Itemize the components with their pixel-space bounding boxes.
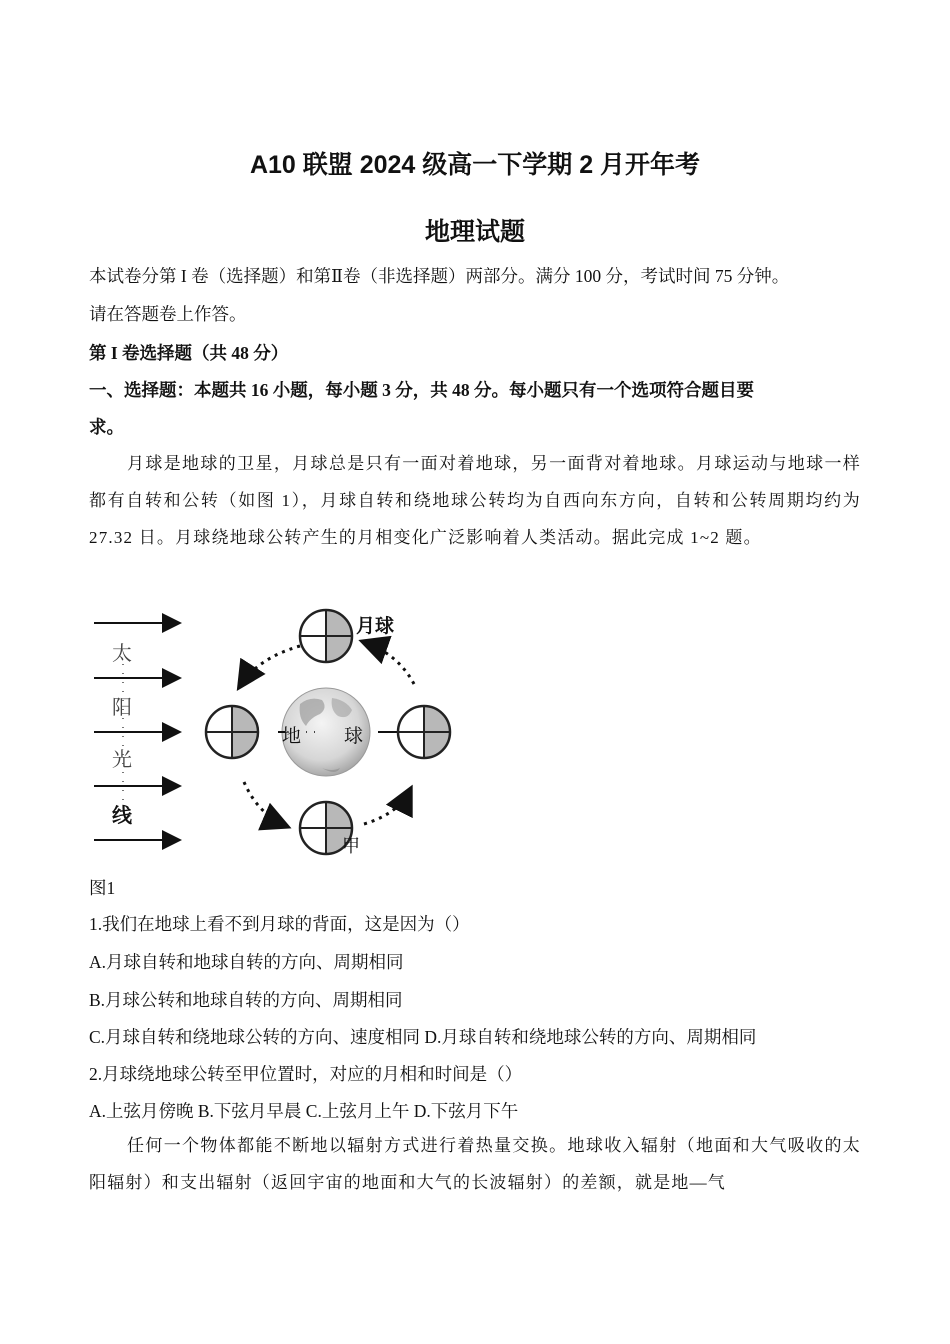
passage-1: 月球是地球的卫星，月球总是只有一面对着地球，另一面背对着地球。月球运动与地球一样都有自转和公转（如图 1），月球自转和绕地球公转均为自西向东方向，自转和公转周期均约为 27.32 日。月球绕地球公转产生的月相变化广泛影响着人类活动。据此完成 1~2 题。	[89, 454, 861, 547]
moon-orbit-diagram	[88, 600, 458, 862]
question-1-stem: 1.我们在地球上看不到月球的背面，这是因为（）	[89, 914, 470, 934]
question-1-option-cd: C.月球自转和绕地球公转的方向、速度相同 D.月球自转和绕地球公转的方向、周期相同	[89, 1027, 757, 1047]
position-label-jia: 甲	[342, 836, 360, 857]
sun-ray-char-2: 阳	[112, 695, 132, 719]
question-1-option-b: B.月球公转和地球自转的方向、周期相同	[89, 990, 403, 1010]
earth-label-left: 地	[282, 725, 302, 747]
question-2-options: A.上弦月傍晚 B.下弦月早晨 C.上弦月上午 D.下弦月下午	[89, 1101, 519, 1121]
sun-ray-char-1: 太	[112, 641, 132, 665]
part-title: 第 I 卷选择题（共 48 分）	[89, 343, 289, 363]
figure-caption: 图1	[89, 878, 116, 898]
moon-left	[206, 706, 258, 758]
earth-label-right: 球	[344, 725, 364, 747]
moon-label: 月球	[356, 615, 395, 637]
question-2-stem: 2.月球绕地球公转至甲位置时，对应的月相和时间是（）	[89, 1064, 523, 1084]
question-1-option-a: A.月球自转和地球自转的方向、周期相同	[89, 952, 404, 972]
figure-moon-orbit	[88, 600, 458, 862]
intro-line-2: 请在答题卷上作答。	[89, 304, 247, 324]
passage-2: 任何一个物体都能不断地以辐射方式进行着热量交换。地球收入辐射（地面和大气吸收的太阳辐射）和支出辐射（返回宇宙的地面和大气的长波辐射）的差额，就是地—气	[89, 1136, 861, 1192]
exam-title: A10 联盟 2024 级高一下学期 2 月开年考	[249, 151, 701, 179]
moon-right	[398, 706, 450, 758]
intro-line-1: 本试卷分第 I 卷（选择题）和第Ⅱ卷（非选择题）两部分。满分 100 分，考试时间 75 分钟。	[89, 266, 790, 286]
subject-title: 地理试题	[424, 218, 525, 246]
instruction-line-2: 求。	[89, 417, 124, 437]
instruction-line-1: 一、选择题：本题共 16 小题，每小题 3 分，共 48 分。每小题只有一个选项符合题目要	[89, 380, 754, 400]
sun-ray-char-3: 光	[112, 747, 132, 771]
sun-ray-char-4: 线	[112, 803, 132, 827]
sun-rays	[94, 623, 178, 840]
moon-top	[300, 610, 352, 662]
